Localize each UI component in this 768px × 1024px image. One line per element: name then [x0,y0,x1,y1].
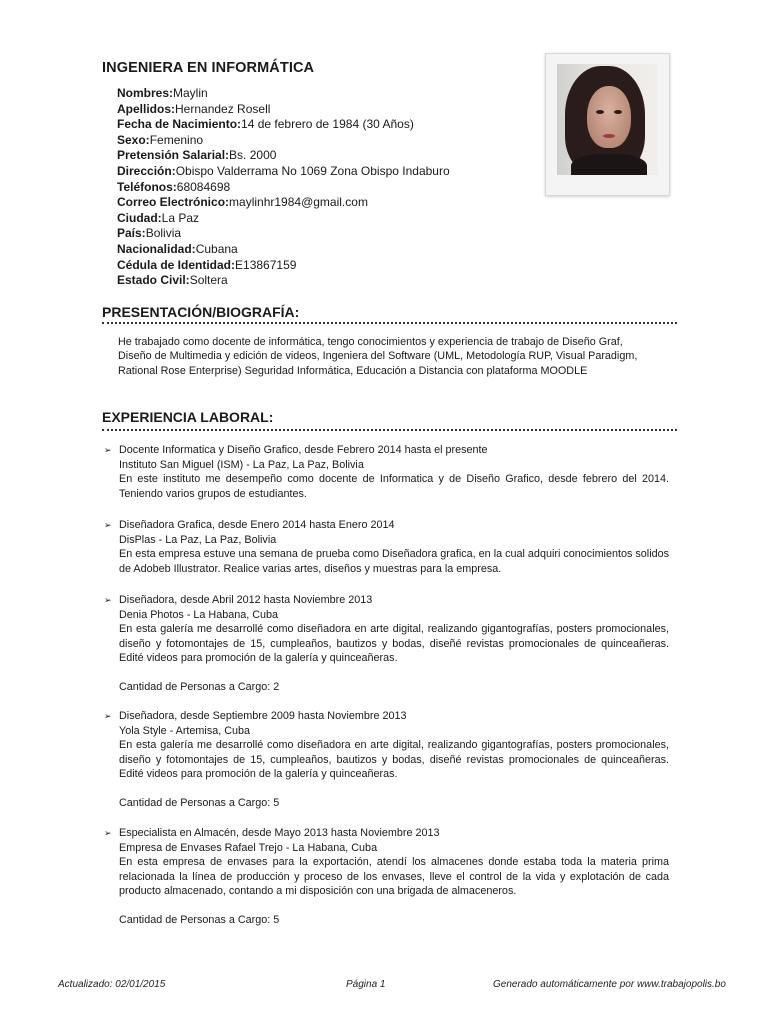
profile-photo [557,64,658,175]
info-row-nacionalidad [117,242,450,258]
info-value: 14 de febrero de 1984 (30 Años) [241,117,414,132]
info-label: Apellidos: [117,101,176,116]
job-staff-count: Cantidad de Personas a Cargo: 5 [119,796,280,809]
job-description: En esta empresa de envases para la exportación, atendí los almacenes donde estaba toda la materia prima relacionada la línea de producción y proceso de los envases, lleve el control de la vida y explotación de cada producto almacenado, contando a mi disposición con una brigada de almaceneros. [119,856,669,898]
info-row-sexo [117,133,450,149]
info-label: Cédula de Identidad: [117,257,236,272]
info-row-pretension-salarial [117,148,450,164]
footer-generated-by: Generado automáticamente por www.trabajopolis.bo [493,979,726,990]
info-value: Bs. 2000 [229,148,277,163]
job-title: ➢ Diseñadora, desde Septiembre 2009 hasta Noviembre 2013 [104,710,407,722]
info-label: Teléfonos: [117,179,177,194]
job-title: ➢ Docente Informatica y Diseño Grafico, desde Febrero 2014 hasta el presente [104,444,488,456]
info-label: Estado Civil: [117,273,190,288]
info-label: Dirección: [117,163,176,178]
job-description: En esta galería me desarrollé como diseñadora en arte digital, realizando gigantografías, posters promocionales, diseño y fotomontajes de 15, cumpleaños, bautizos y bodas, diseñé revistas promocionales de quinceañeras. Edité videos para promoción de la galería y quinceañeras. [119,623,669,665]
job-entry [104,518,669,576]
info-value: Bolivia [145,226,182,241]
bio-line: He trabajado como docente de informática, tengo conocimientos y experiencia de trabajo de Diseño Graf, [118,336,623,348]
info-value: Obispo Valderrama No 1069 Zona Obispo Indaburo [175,163,450,178]
bullet-arrow-icon: ➢ [104,445,112,455]
bullet-arrow-icon: ➢ [104,595,112,605]
experience-divider [102,429,677,431]
info-label: Nacionalidad: [117,241,196,256]
info-value: Hernandez Rosell [175,101,271,116]
info-value: La Paz [161,210,200,225]
info-row-pais [117,226,450,242]
job-description: En esta galería me desarrollé como diseñadora en arte digital, realizando gigantografías, posters promocionales, diseño y fotomontajes de 15, cumpleaños, bautizos y bodas, diseñé revistas promocionales de quinceañeras. Edité videos para promoción de la galería y quinceañeras. [119,739,669,781]
bio-line: Rational Rose Enterprise) Seguridad Informática, Educación a Distancia con plataforma MOODLE [118,364,588,377]
info-row-apellidos [117,102,450,118]
experience-heading: EXPERIENCIA LABORAL: [102,409,274,425]
info-value: 68084698 [176,179,231,194]
personal-info [117,86,450,289]
info-row-correo [117,195,450,211]
footer-page-number: Página 1 [346,979,386,990]
info-value: Soltera [189,273,228,288]
job-company: Yola Style - Artemisa, Cuba [119,724,251,737]
info-row-nombres [117,86,450,102]
info-value: maylinhr1984@gmail.com [229,195,368,210]
info-label: Fecha de Nacimiento: [117,117,242,132]
page-title: INGENIERA EN INFORMÁTICA [102,60,315,76]
job-title: ➢ Diseñadora, desde Abril 2012 hasta Noviembre 2013 [104,594,373,606]
job-description: En este instituto me desempeño como docente de Informatica y de Diseño Grafico, desde febrero del 2014. Teniendo varios grupos de estudiantes. [119,473,669,500]
profile-photo-frame [545,53,670,196]
job-company: DisPlas - La Paz, La Paz, Bolivia [119,533,277,546]
bio-divider [102,322,677,324]
info-row-estado-civil [117,273,450,289]
info-label: Pretensión Salarial: [117,148,230,163]
job-staff-count: Cantidad de Personas a Cargo: 5 [119,913,280,926]
info-row-ciudad [117,211,450,227]
info-value: Femenino [149,132,204,147]
bio-heading: PRESENTACIÓN/BIOGRAFÍA: [102,304,300,320]
bullet-arrow-icon: ➢ [104,711,112,721]
bullet-arrow-icon: ➢ [104,520,112,530]
bullet-arrow-icon: ➢ [104,828,112,838]
job-title: ➢ Especialista en Almacén, desde Mayo 2013 hasta Noviembre 2013 [104,827,440,839]
info-row-direccion [117,164,450,180]
info-label: Ciudad: [117,210,162,225]
footer-updated: Actualizado: 02/01/2015 [58,979,166,990]
job-company: Denia Photos - La Habana, Cuba [119,608,279,621]
info-row-fecha-nacimiento [117,117,450,133]
job-description: En esta empresa estuve una semana de prueba como Diseñadora grafica, en la cual adquiri conocimientos solidos de Adobeb Illustrator. Realice varias artes, diseños y muestras para la empresa. [119,548,669,575]
info-label: Nombres: [117,86,174,100]
job-company: Empresa de Envases Rafael Trejo - La Habana, Cuba [119,841,378,854]
job-title: ➢ Diseñadora Grafica, desde Enero 2014 hasta Enero 2014 [104,519,395,531]
info-value: Maylin [173,86,208,100]
job-entry [104,443,669,501]
job-company: Instituto San Miguel (ISM) - La Paz, La Paz, Bolivia [119,458,364,471]
info-label: País: [117,226,146,241]
info-label: Correo Electrónico: [117,195,230,210]
job-entry [104,826,669,928]
info-label: Sexo: [117,132,150,147]
info-row-cedula [117,258,450,274]
job-entry [104,709,669,811]
job-staff-count: Cantidad de Personas a Cargo: 2 [119,680,280,693]
bio-text [118,335,673,378]
job-entry [104,593,669,695]
info-row-telefonos [117,180,450,196]
bio-line: Diseño de Multimedia y edición de videos, Ingeniera del Software (UML, Metodología RUP, Visual Paradigm, [118,350,638,363]
info-value: Cubana [195,241,238,256]
info-value: E13867159 [235,257,297,272]
